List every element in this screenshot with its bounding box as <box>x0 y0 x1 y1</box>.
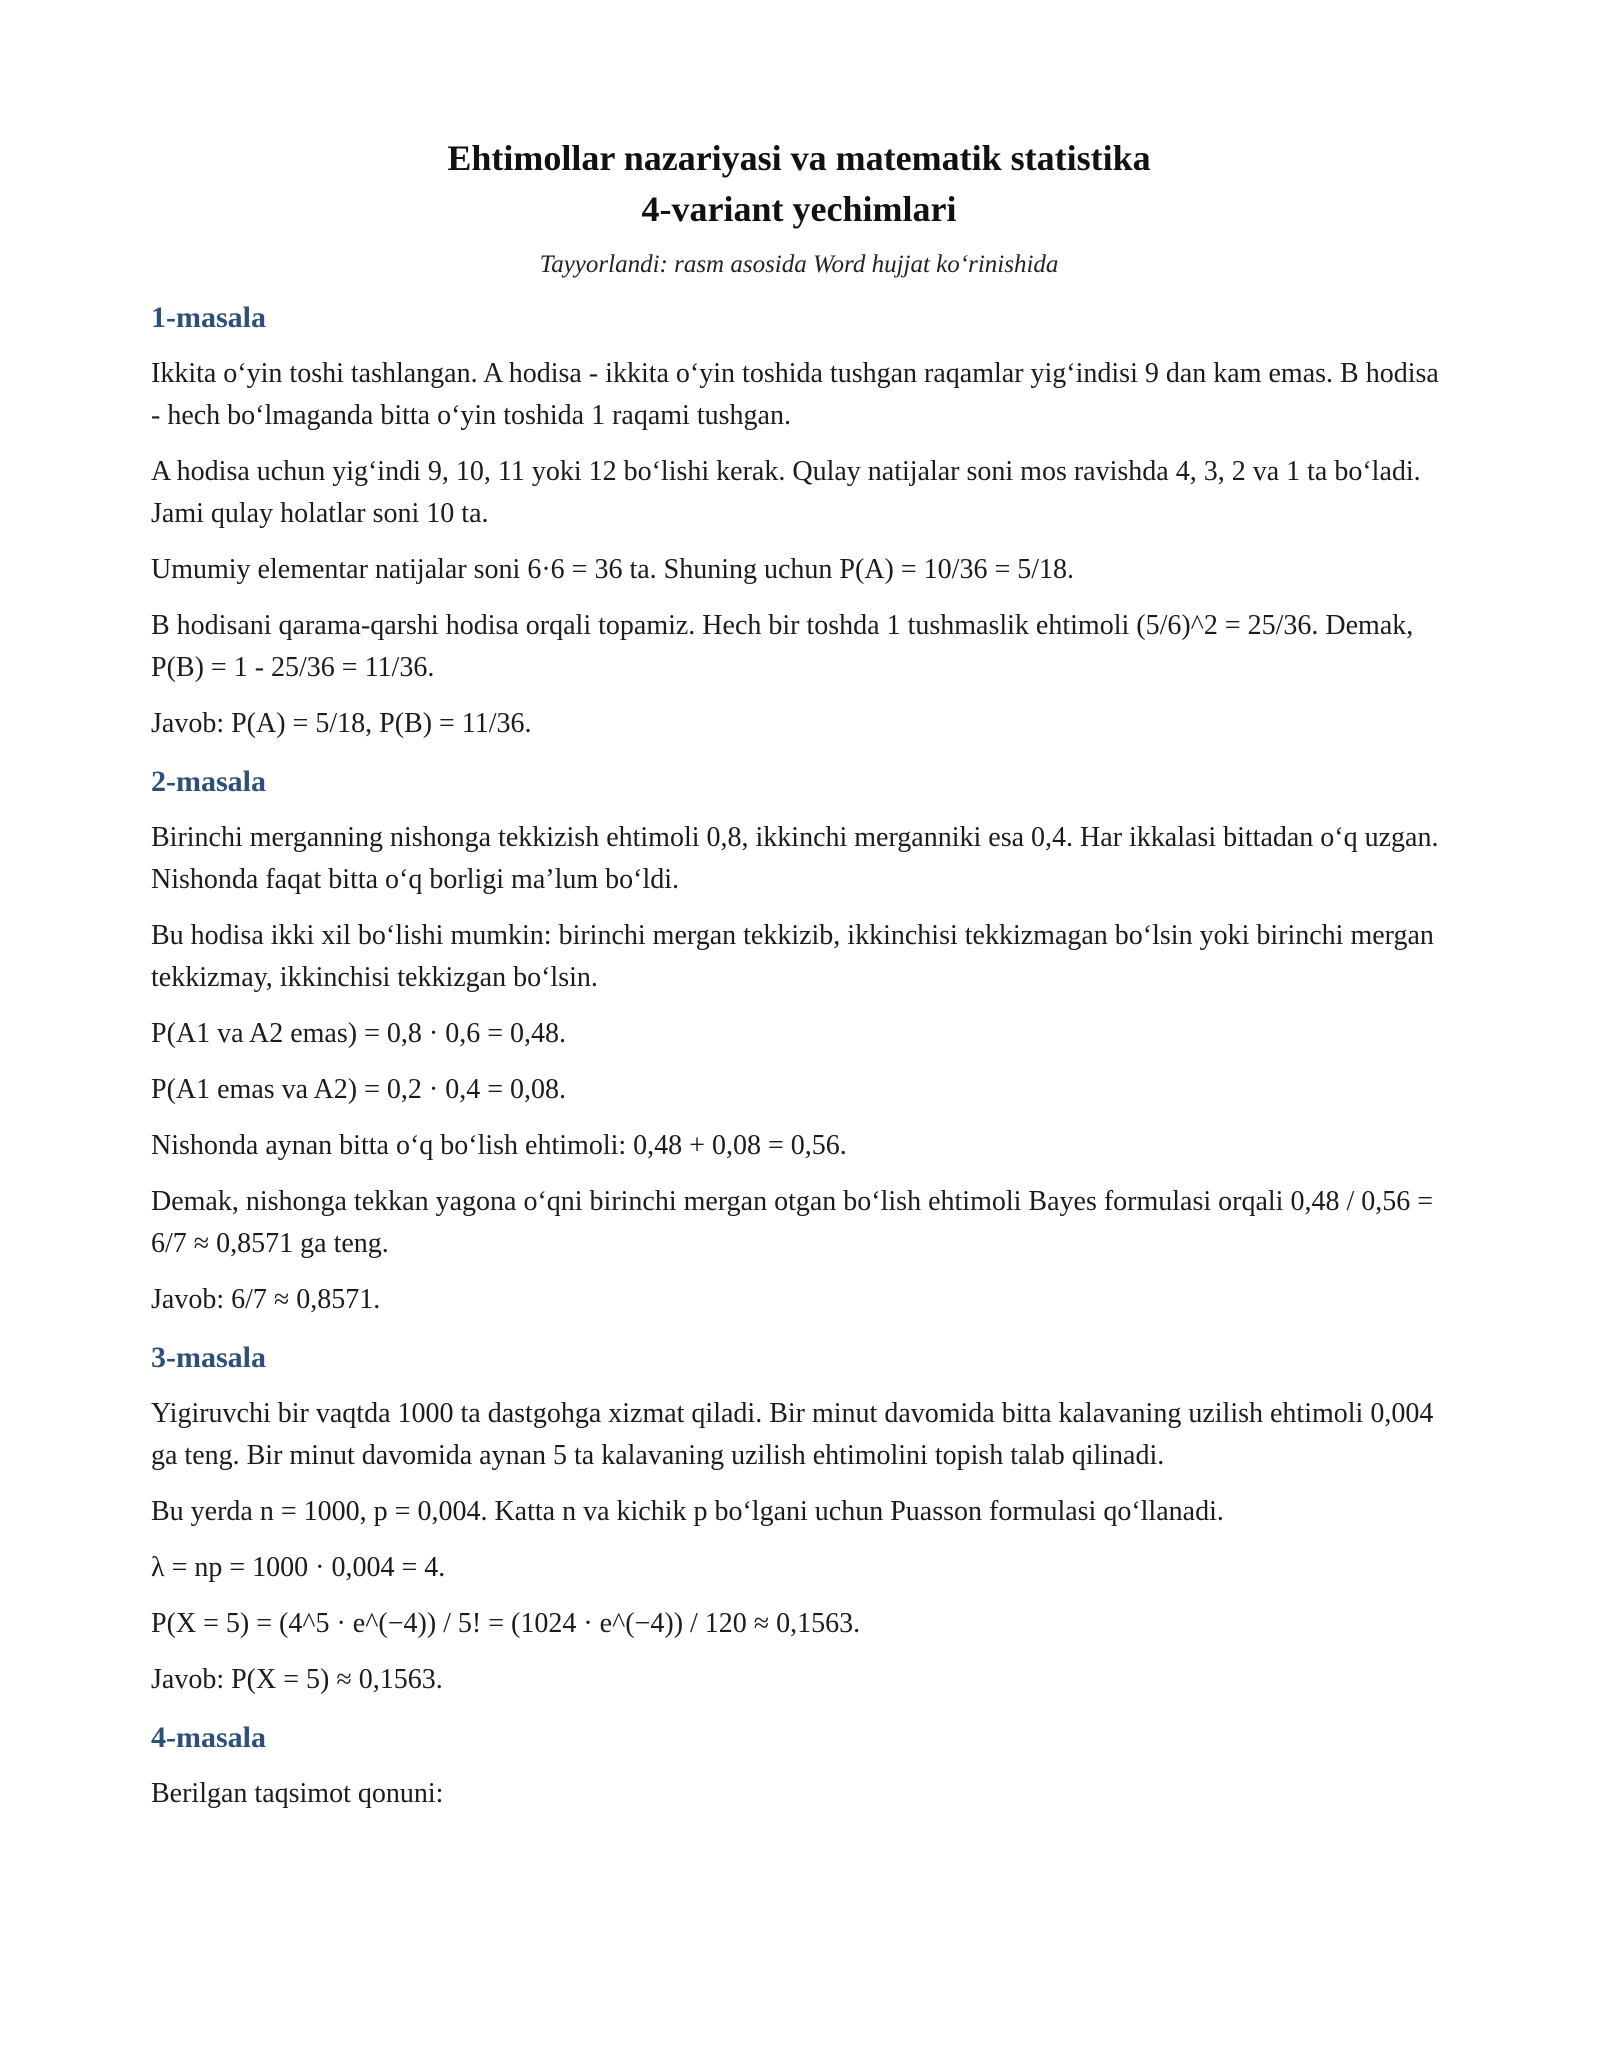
document-subtitle: Tayyorlandi: rasm asosida Word hujjat ko‘rinishida <box>539 251 1059 278</box>
paragraph: Umumiy elementar natijalar soni 6·6 = 36 ta. Shuning uchun P(A) = 10/36 = 5/18. <box>151 554 1075 585</box>
section-body <box>151 353 1447 745</box>
paragraph: Nishonda aynan bitta o‘q bo‘lish ehtimoli: 0,48 + 0,08 = 0,56. <box>151 1130 847 1161</box>
paragraph: Bu hodisa ikki xil bo‘lishi mumkin: birinchi mergan tekkizib, ikkinchisi tekkizmagan bo‘lsin yoki birinchi mergan tekkizmay, ikkinchisi tekkizgan bo‘lsin. <box>151 920 1434 993</box>
document-title-line-2: 4-variant yechimlari <box>641 189 957 229</box>
paragraph: B hodisani qarama-qarshi hodisa orqali topamiz. Hech bir toshda 1 tushmaslik ehtimoli (5/6)^2 = 25/36. Demak, P(B) = 1 - 25/36 = 11/36. <box>151 610 1414 683</box>
section-4 <box>151 1719 1447 1815</box>
section-heading: 3-masala <box>151 1341 266 1374</box>
paragraph: P(A1 emas va A2) = 0,2 · 0,4 = 0,08. <box>151 1074 566 1105</box>
paragraph: Berilgan taqsimot qonuni: <box>151 1778 444 1809</box>
section-heading: 1-masala <box>151 301 266 334</box>
paragraph: Birinchi merganning nishonga tekkizish ehtimoli 0,8, ikkinchi merganniki esa 0,4. Har ikkalasi bittadan o‘q uzgan. Nishonda faqat bitta o‘q borligi ma’lum bo‘ldi. <box>151 822 1439 895</box>
section-heading: 2-masala <box>151 765 266 798</box>
paragraph: A hodisa uchun yig‘indi 9, 10, 11 yoki 12 bo‘lishi kerak. Qulay natijalar soni mos ravishda 4, 3, 2 va 1 ta bo‘ladi. Jami qulay holatlar soni 10 ta. <box>151 456 1421 529</box>
section-3 <box>151 1339 1447 1701</box>
paragraph: P(A1 va A2 emas) = 0,8 · 0,6 = 0,48. <box>151 1018 566 1049</box>
paragraph: Bu yerda n = 1000, p = 0,004. Katta n va kichik p bo‘lgani uchun Puasson formulasi qo‘llanadi. <box>151 1496 1224 1527</box>
answer-paragraph: Javob: P(X = 5) ≈ 0,1563. <box>151 1664 443 1695</box>
paragraph: Demak, nishonga tekkan yagona o‘qni birinchi mergan otgan bo‘lish ehtimoli Bayes formulasi orqali 0,48 / 0,56 = 6/7 ≈ 0,8571 ga teng. <box>151 1186 1434 1259</box>
section-2 <box>151 763 1447 1321</box>
paragraph: P(X = 5) = (4^5 · e^(−4)) / 5! = (1024 · e^(−4)) / 120 ≈ 0,1563. <box>151 1608 861 1639</box>
section-body <box>151 1393 1447 1701</box>
section-body <box>151 817 1447 1321</box>
section-1 <box>151 299 1447 745</box>
paragraph: Ikkita o‘yin toshi tashlangan. A hodisa - ikkita o‘yin toshida tushgan raqamlar yig‘indisi 9 dan kam emas. B hodisa - hech bo‘lmaganda bitta o‘yin toshida 1 raqami tushgan. <box>151 358 1439 431</box>
section-heading: 4-masala <box>151 1721 266 1754</box>
answer-paragraph: Javob: P(A) = 5/18, P(B) = 11/36. <box>151 708 532 739</box>
paragraph: Yigiruvchi bir vaqtda 1000 ta dastgohga xizmat qiladi. Bir minut davomida bitta kalavaning uzilish ehtimoli 0,004 ga teng. Bir minut davomida aynan 5 ta kalavaning uzilish ehtimolini topish talab qilinadi. <box>151 1398 1434 1471</box>
document-title-line-1: Ehtimollar nazariyasi va matematik statistika <box>447 138 1151 178</box>
answer-paragraph: Javob: 6/7 ≈ 0,8571. <box>151 1284 381 1315</box>
paragraph: λ = np = 1000 · 0,004 = 4. <box>151 1552 446 1583</box>
section-body <box>151 1773 1447 1815</box>
